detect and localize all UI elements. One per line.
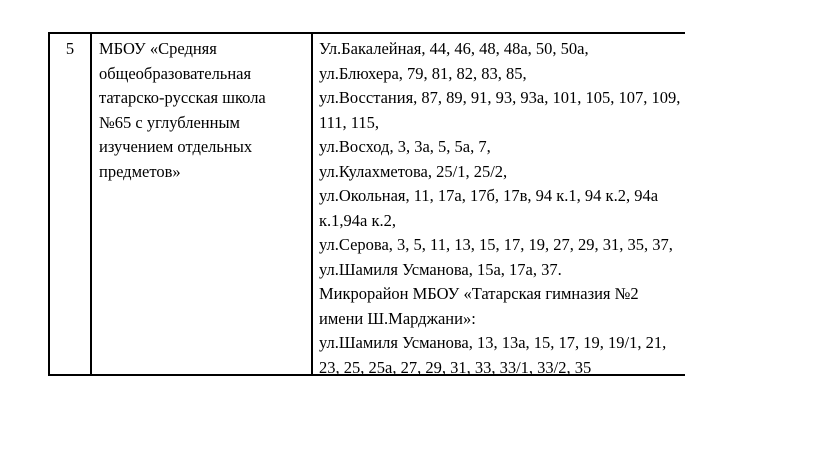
school-name-cell xyxy=(90,34,311,374)
address-line: ул.Восход, 3, 3а, 5, 5а, 7, xyxy=(319,137,491,156)
row-number-cell xyxy=(48,34,90,374)
school-name-line: общеобразовательная xyxy=(99,63,252,83)
address-line: 23, 25, 25а, 27, 29, 31, 33, 33/1, 33/2, 35 xyxy=(319,357,592,377)
address-line: к.1,94а к.2, xyxy=(319,210,396,230)
school-name-line: МБОУ «Средняя xyxy=(99,39,217,58)
school-name-line: изучением отдельных xyxy=(99,137,253,156)
address-line: имени Ш.Марджани»: xyxy=(319,308,476,328)
school-name-line: татарско-русская школа xyxy=(99,88,266,107)
school-name-line: предметов» xyxy=(99,161,181,181)
address-line: ул.Шамиля Усманова, 13, 13а, 15, 17, 19, 19/1, 21, xyxy=(319,333,667,352)
address-line: ул.Кулахметова, 25/1, 25/2, xyxy=(319,161,508,181)
address-line: 111, 115, xyxy=(319,112,380,132)
addresses-cell xyxy=(311,34,685,377)
school-districts-table xyxy=(48,32,685,376)
address-line: ул.Шамиля Усманова, 15а, 17а, 37. xyxy=(319,259,562,279)
address-line: ул.Восстания, 87, 89, 91, 93, 93а, 101, 105, 107, 109, xyxy=(319,88,681,107)
address-line: Ул.Бакалейная, 44, 46, 48, 48а, 50, 50а, xyxy=(319,39,589,58)
address-line: ул.Серова, 3, 5, 11, 13, 15, 17, 19, 27, 29, 31, 35, 37, xyxy=(319,235,673,254)
address-line: ул.Окольная, 11, 17а, 17б, 17в, 94 к.1, 94 к.2, 94а xyxy=(319,186,659,205)
school-name-line: №65 с углубленным xyxy=(99,112,240,132)
address-line: Микрорайон МБОУ «Татарская гимназия №2 xyxy=(319,284,639,303)
row-number: 5 xyxy=(65,39,75,58)
address-line: ул.Блюхера, 79, 81, 82, 83, 85, xyxy=(319,63,527,83)
